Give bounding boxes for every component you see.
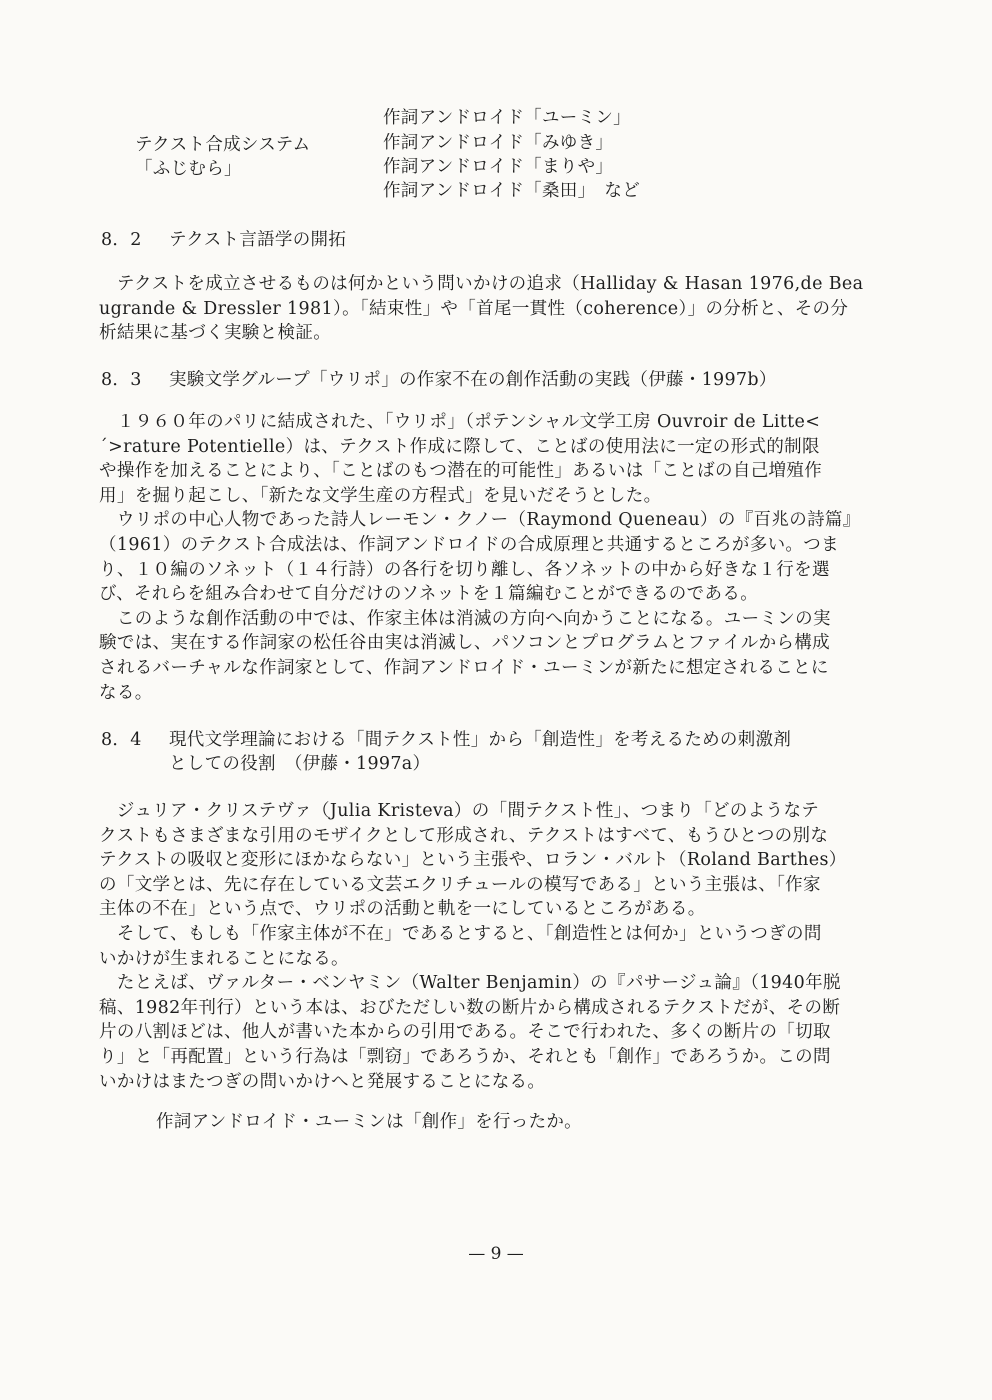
text-line: の「文学とは、先に存在している文芸エクリチュールの模写である」という主張は、「作家	[99, 874, 821, 895]
text-line: クストもさまざまな引用のモザイクとして形成され、テクストはすべて、もうひとつの別な	[99, 825, 829, 846]
closing-line: 作詞アンドロイド・ユーミンは「創作」を行ったか。	[156, 1112, 582, 1132]
text-line: いかけはまたつぎの問いかけへと発展することになる。	[99, 1071, 546, 1092]
text-line: 用」を掘り起こし、「新たな文学生産の方程式」を見いだそうとした。	[99, 485, 662, 506]
android-line: 作詞アンドロイド「ユーミン」	[383, 108, 631, 128]
section-number: 8．2	[101, 230, 142, 250]
text-line: ジュリア・クリステヴァ（Julia Kristeva）の「間テクスト性」、つまり「どのようなテ	[99, 801, 820, 821]
section-title: 現代文学理論における「間テクスト性」から「創造性」を考えるための刺激剤	[169, 730, 792, 750]
section-number: 8．4	[101, 730, 142, 750]
android-line: 作詞アンドロイド「まりや」	[383, 157, 614, 177]
text-line: たとえば、ヴァルター・ベンヤミン（Walter Benjamin）の『パサージュ論』（1940年脱	[99, 973, 841, 994]
text-line: このような創作活動の中では、作家主体は消滅の方向へ向かうことになる。ユーミンの実	[99, 608, 831, 629]
text-line: 主体の不在」という点で、ウリポの活動と軌を一にしているところがある。	[99, 899, 706, 920]
text-line: そして、もしも「作家主体が不在」であるとすると、「創造性とは何か」というつぎの問	[99, 923, 822, 944]
section-title: 実験文学グループ「ウリポ」の作家不在の創作活動の実践（伊藤・1997b）	[169, 370, 777, 390]
text-line: （1961）のテクスト合成法は、作詞アンドロイドの合成原理と共通するところが多い。つま	[99, 534, 839, 555]
text-line: り」と「再配置」という行為は「剽窃」であろうか、それとも「創作」であろうか。この問	[99, 1046, 831, 1067]
text-line: なる。	[99, 682, 153, 703]
text-line: り、１０編のソネット（１４行詩）の各行を切り離し、各ソネットの中から好きな１行を選	[99, 559, 830, 580]
system-name: テクスト合成システム	[135, 135, 311, 155]
text-line: されるバーチャルな作詞家として、作詞アンドロイド・ユーミンが新たに想定されることに	[99, 657, 829, 678]
text-line: テクストの吸収と変形にほかならない」という主張や、ロラン・バルト（Roland Barthes）	[99, 850, 847, 871]
system-name: 「ふじむら」	[135, 159, 242, 179]
text-line: 析結果に基づく実験と検証。	[99, 323, 332, 344]
section-heading	[101, 228, 346, 252]
text-line: 片の八割ほどは、他人が書いた本からの引用である。そこで行われた、多くの断片の「切取	[99, 1022, 831, 1043]
text-line: 験では、実在する作詞家の松任谷由実は消滅し、パソコンとプログラムとファイルから構成	[99, 633, 830, 654]
text-line: ´>rature Potentielle）は、テクスト作成に際して、ことばの使用法に一定の形式的制限	[99, 436, 820, 457]
section-body	[99, 410, 861, 705]
text-line: いかけが生まれることになる。	[99, 948, 349, 969]
section-title-continued: としての役割 （伊藤・1997a）	[169, 754, 431, 774]
text-line: 稿、1982年刊行）という本は、おびただしい数の断片から構成されるテクストだが、その断	[99, 997, 841, 1018]
text-line: テクストを成立させるものは何かという問いかけの追求（Halliday & Hasan 1976,de Bea	[99, 274, 864, 294]
section-body	[99, 799, 847, 1094]
section-title: テクスト言語学の開拓	[169, 230, 347, 250]
text-line: び、それらを組み合わせて自分だけのソネットを１篇編むことができるのである。	[99, 584, 759, 605]
section-body	[99, 272, 863, 346]
text-line: １９６０年のパリに結成された、「ウリポ」（ポテンシャル文学工房 Ouvroir de Litte<	[99, 412, 821, 432]
section-heading	[101, 368, 777, 392]
section-number: 8．3	[101, 370, 142, 390]
android-line: 作詞アンドロイド「桑田」 など	[383, 181, 641, 201]
section-heading	[101, 728, 791, 752]
android-line: 作詞アンドロイド「みゆき」	[383, 133, 614, 153]
text-line: ウリポの中心人物であった詩人レーモン・クノー（Raymond Queneau）の『百兆の詩篇』	[99, 510, 861, 531]
text-line: や操作を加えることにより、「ことばのもつ潜在的可能性」あるいは「ことばの自己増殖作	[99, 461, 823, 482]
page-number: — 9 —	[468, 1244, 524, 1264]
text-line: ugrande & Dressler 1981）。「結束性」や「首尾一貫性（coherence）」の分析と、その分	[99, 298, 849, 319]
